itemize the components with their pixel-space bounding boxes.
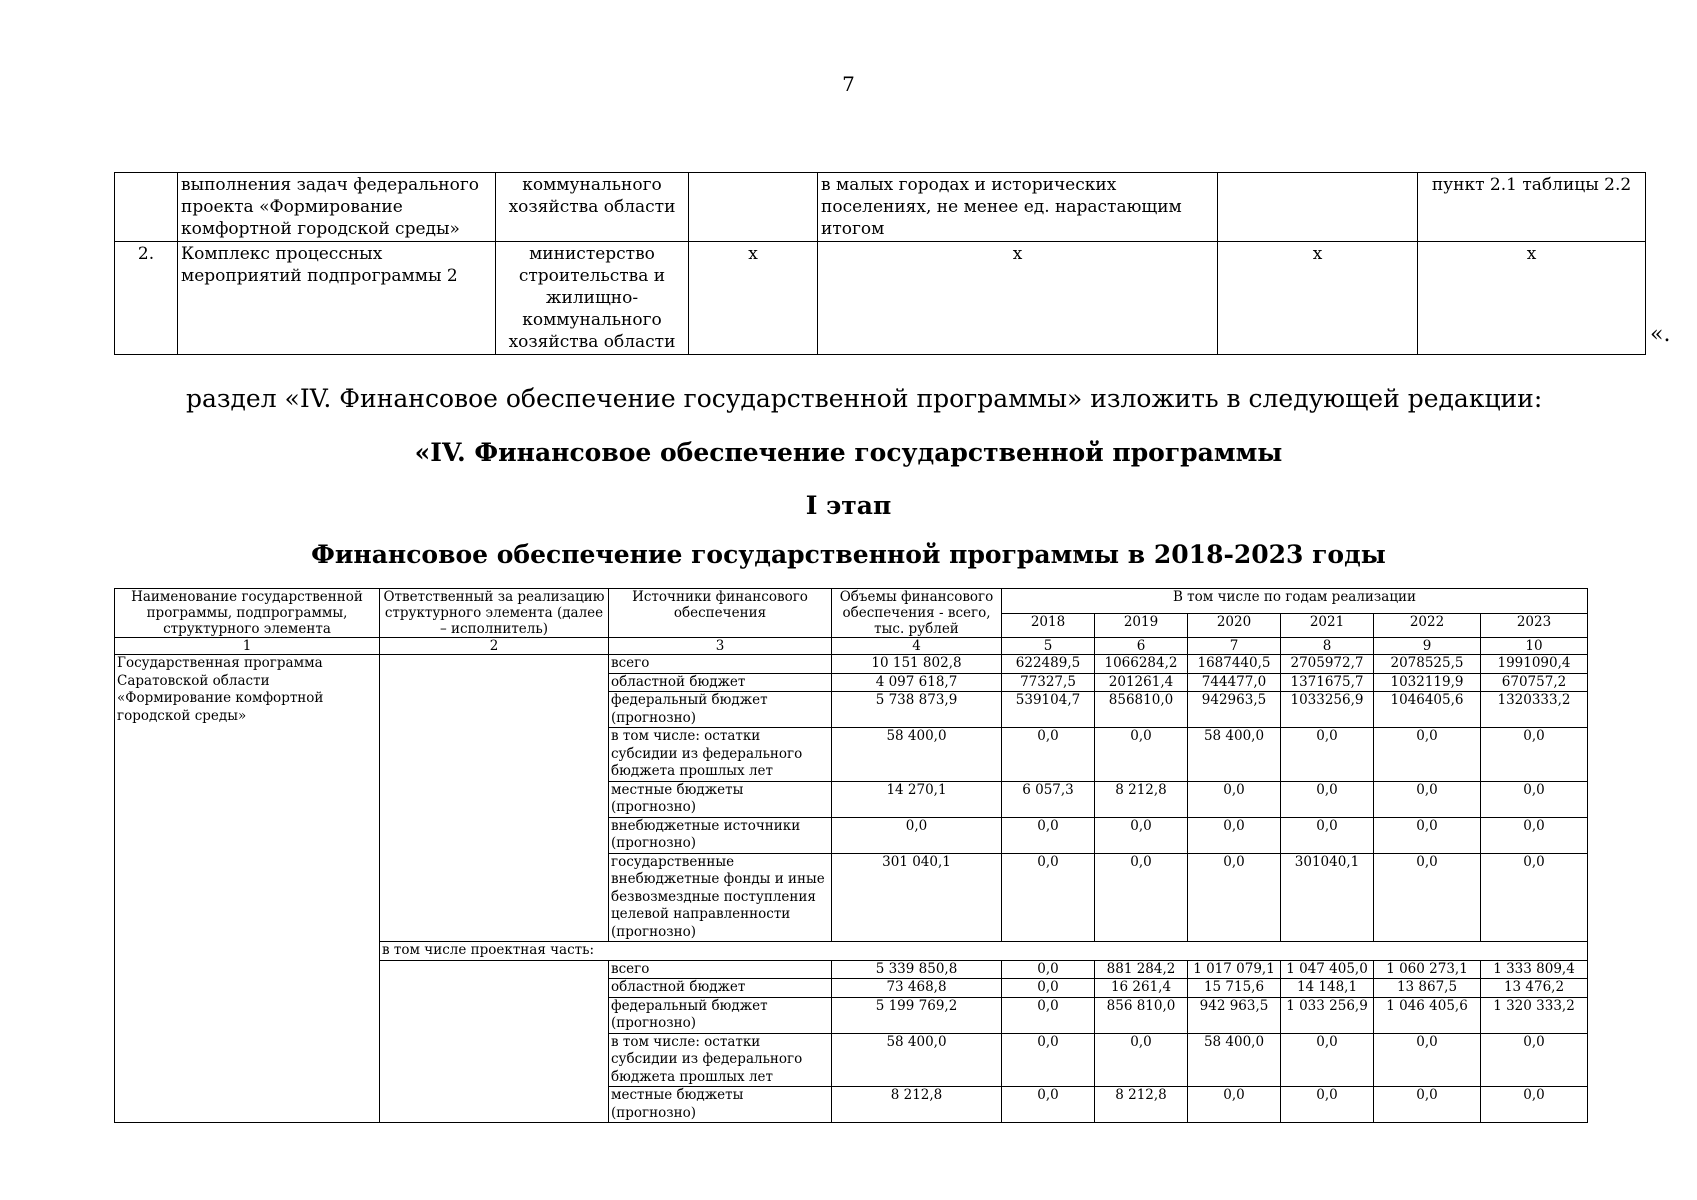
value-cell: 58 400,0 bbox=[1188, 728, 1281, 782]
col-number: 8 bbox=[1281, 638, 1374, 655]
paragraph: раздел «IV. Финансовое обеспечение государственной программы» изложить в следующей редакции: bbox=[186, 384, 1543, 413]
col-number: 7 bbox=[1188, 638, 1281, 655]
cell-text: Комплекс процессных мероприятий подпрограммы 2 bbox=[178, 242, 496, 355]
value-cell: 0,0 bbox=[1002, 853, 1095, 942]
value-cell: 1 060 273,1 bbox=[1374, 960, 1481, 979]
header-volume: Объемы финансового обеспечения - всего, тыс. рублей bbox=[832, 589, 1002, 638]
header-year: 2022 bbox=[1374, 613, 1481, 638]
value-cell: 4 097 618,7 bbox=[832, 673, 1002, 692]
value-cell: 1066284,2 bbox=[1095, 655, 1188, 674]
value-cell: 0,0 bbox=[1281, 1033, 1374, 1087]
header-year: 2018 bbox=[1002, 613, 1095, 638]
value-cell: 0,0 bbox=[1481, 728, 1588, 782]
value-cell: 0,0 bbox=[1002, 817, 1095, 853]
source-label: в том числе: остатки субсидии из федерального бюджета прошлых лет bbox=[609, 728, 832, 782]
value-cell: 14 148,1 bbox=[1281, 979, 1374, 998]
value-cell: 0,0 bbox=[1002, 1087, 1095, 1123]
value-cell: 0,0 bbox=[1481, 853, 1588, 942]
value-cell: 0,0 bbox=[1095, 728, 1188, 782]
value-cell: 2078525,5 bbox=[1374, 655, 1481, 674]
cell-x: х bbox=[689, 242, 818, 355]
value-cell: 8 212,8 bbox=[832, 1087, 1002, 1123]
source-label: местные бюджеты (прогнозно) bbox=[609, 781, 832, 817]
closing-quote: «. bbox=[1650, 322, 1671, 347]
value-cell: 58 400,0 bbox=[832, 728, 1002, 782]
header-row bbox=[115, 589, 1588, 614]
value-cell: 0,0 bbox=[1374, 1087, 1481, 1123]
header-year: 2019 bbox=[1095, 613, 1188, 638]
finance-table bbox=[114, 588, 1588, 1123]
value-cell: 0,0 bbox=[1374, 728, 1481, 782]
source-label: федеральный бюджет (прогнозно) bbox=[609, 997, 832, 1033]
value-cell: 0,0 bbox=[1095, 853, 1188, 942]
value-cell: 13 867,5 bbox=[1374, 979, 1481, 998]
value-cell: 1 046 405,6 bbox=[1374, 997, 1481, 1033]
source-label: в том числе: остатки субсидии из федерального бюджета прошлых лет bbox=[609, 1033, 832, 1087]
continuation-table bbox=[114, 172, 1646, 355]
value-cell: 201261,4 bbox=[1095, 673, 1188, 692]
value-cell: 1371675,7 bbox=[1281, 673, 1374, 692]
value-cell: 0,0 bbox=[1095, 817, 1188, 853]
value-cell: 58 400,0 bbox=[832, 1033, 1002, 1087]
value-cell: 856 810,0 bbox=[1095, 997, 1188, 1033]
value-cell: 1 320 333,2 bbox=[1481, 997, 1588, 1033]
value-cell: 10 151 802,8 bbox=[832, 655, 1002, 674]
value-cell: 744477,0 bbox=[1188, 673, 1281, 692]
value-cell: 0,0 bbox=[1002, 960, 1095, 979]
cell-text: пункт 2.1 таблицы 2.2 bbox=[1418, 173, 1646, 242]
value-cell: 77327,5 bbox=[1002, 673, 1095, 692]
value-cell: 16 261,4 bbox=[1095, 979, 1188, 998]
cell-text: в малых городах и исторических поселениях, не менее ед. нарастающим итогом bbox=[818, 173, 1218, 242]
value-cell: 301 040,1 bbox=[832, 853, 1002, 942]
source-label: областной бюджет bbox=[609, 979, 832, 998]
value-cell: 5 339 850,8 bbox=[832, 960, 1002, 979]
value-cell: 942963,5 bbox=[1188, 692, 1281, 728]
value-cell: 8 212,8 bbox=[1095, 1087, 1188, 1123]
value-cell: 0,0 bbox=[1002, 728, 1095, 782]
value-cell: 0,0 bbox=[1281, 817, 1374, 853]
value-cell: 1 333 809,4 bbox=[1481, 960, 1588, 979]
value-cell: 0,0 bbox=[1002, 1033, 1095, 1087]
col-number: 2 bbox=[380, 638, 609, 655]
cell-text: министерство строительства и жилищно-коммунального хозяйства области bbox=[496, 242, 689, 355]
header-by-years: В том числе по годам реализации bbox=[1002, 589, 1588, 614]
value-cell: 58 400,0 bbox=[1188, 1033, 1281, 1087]
source-label: внебюджетные источники (прогнозно) bbox=[609, 817, 832, 853]
value-cell: 1046405,6 bbox=[1374, 692, 1481, 728]
value-cell: 13 476,2 bbox=[1481, 979, 1588, 998]
value-cell: 0,0 bbox=[1281, 1087, 1374, 1123]
col-number: 9 bbox=[1374, 638, 1481, 655]
stage-heading: I этап bbox=[805, 491, 892, 520]
value-cell: 0,0 bbox=[1481, 1087, 1588, 1123]
column-numbers-row bbox=[115, 638, 1588, 655]
value-cell: 0,0 bbox=[832, 817, 1002, 853]
source-label: всего bbox=[609, 655, 832, 674]
project-part-label: в том числе проектная часть: bbox=[380, 942, 1588, 961]
cell-text: выполнения задач федерального проекта «Формирование комфортной городской среды» bbox=[178, 173, 496, 242]
table-row bbox=[115, 655, 1588, 674]
row-number: 2. bbox=[115, 242, 178, 355]
value-cell: 1 017 079,1 bbox=[1188, 960, 1281, 979]
header-year: 2020 bbox=[1188, 613, 1281, 638]
header-year: 2021 bbox=[1281, 613, 1374, 638]
value-cell: 0,0 bbox=[1188, 1087, 1281, 1123]
col-number: 1 bbox=[115, 638, 380, 655]
table-row bbox=[115, 242, 1646, 355]
value-cell: 0,0 bbox=[1188, 781, 1281, 817]
value-cell: 0,0 bbox=[1374, 853, 1481, 942]
cell-x: х bbox=[818, 242, 1218, 355]
value-cell: 942 963,5 bbox=[1188, 997, 1281, 1033]
cell-x: х bbox=[1218, 242, 1418, 355]
value-cell: 539104,7 bbox=[1002, 692, 1095, 728]
value-cell: 622489,5 bbox=[1002, 655, 1095, 674]
col-number: 5 bbox=[1002, 638, 1095, 655]
value-cell: 301040,1 bbox=[1281, 853, 1374, 942]
value-cell: 1320333,2 bbox=[1481, 692, 1588, 728]
col-number: 3 bbox=[609, 638, 832, 655]
value-cell: 1687440,5 bbox=[1188, 655, 1281, 674]
section-heading: «IV. Финансовое обеспечение государственной программы bbox=[414, 438, 1283, 467]
source-label: федеральный бюджет (прогнозно) bbox=[609, 692, 832, 728]
cell-x: х bbox=[1418, 242, 1646, 355]
value-cell: 1 047 405,0 bbox=[1281, 960, 1374, 979]
value-cell: 1033256,9 bbox=[1281, 692, 1374, 728]
cell-text: коммунального хозяйства области bbox=[496, 173, 689, 242]
page-number: 7 bbox=[842, 72, 855, 96]
value-cell: 1991090,4 bbox=[1481, 655, 1588, 674]
header-sources: Источники финансового обеспечения bbox=[609, 589, 832, 638]
value-cell: 6 057,3 bbox=[1002, 781, 1095, 817]
value-cell: 0,0 bbox=[1188, 817, 1281, 853]
header-responsible: Ответственный за реализацию структурного элемента (далее – исполнитель) bbox=[380, 589, 609, 638]
value-cell: 1 033 256,9 bbox=[1281, 997, 1374, 1033]
value-cell: 0,0 bbox=[1481, 781, 1588, 817]
source-label: всего bbox=[609, 960, 832, 979]
value-cell: 0,0 bbox=[1002, 979, 1095, 998]
value-cell: 881 284,2 bbox=[1095, 960, 1188, 979]
value-cell: 0,0 bbox=[1481, 1033, 1588, 1087]
col-number: 10 bbox=[1481, 638, 1588, 655]
value-cell: 670757,2 bbox=[1481, 673, 1588, 692]
value-cell: 1032119,9 bbox=[1374, 673, 1481, 692]
value-cell: 15 715,6 bbox=[1188, 979, 1281, 998]
source-label: областной бюджет bbox=[609, 673, 832, 692]
col-number: 6 bbox=[1095, 638, 1188, 655]
source-label: государственные внебюджетные фонды и иные безвозмездные поступления целевой направленности (прогнозно) bbox=[609, 853, 832, 942]
col-number: 4 bbox=[832, 638, 1002, 655]
value-cell: 0,0 bbox=[1374, 1033, 1481, 1087]
value-cell: 0,0 bbox=[1095, 1033, 1188, 1087]
value-cell: 856810,0 bbox=[1095, 692, 1188, 728]
value-cell: 5 199 769,2 bbox=[832, 997, 1002, 1033]
source-label: местные бюджеты (прогнозно) bbox=[609, 1087, 832, 1123]
value-cell: 14 270,1 bbox=[832, 781, 1002, 817]
value-cell: 0,0 bbox=[1374, 781, 1481, 817]
value-cell: 0,0 bbox=[1374, 817, 1481, 853]
value-cell: 0,0 bbox=[1281, 781, 1374, 817]
program-name: Государственная программа Саратовской области «Формирование комфортной городской среды» bbox=[115, 655, 380, 1123]
header-year: 2023 bbox=[1481, 613, 1588, 638]
value-cell: 8 212,8 bbox=[1095, 781, 1188, 817]
table-heading: Финансовое обеспечение государственной программы в 2018-2023 годы bbox=[311, 540, 1386, 569]
header-name: Наименование государственной программы, подпрограммы, структурного элемента bbox=[115, 589, 380, 638]
table-row bbox=[115, 173, 1646, 242]
value-cell: 0,0 bbox=[1188, 853, 1281, 942]
value-cell: 0,0 bbox=[1002, 997, 1095, 1033]
value-cell: 0,0 bbox=[1281, 728, 1374, 782]
value-cell: 2705972,7 bbox=[1281, 655, 1374, 674]
value-cell: 5 738 873,9 bbox=[832, 692, 1002, 728]
value-cell: 0,0 bbox=[1481, 817, 1588, 853]
value-cell: 73 468,8 bbox=[832, 979, 1002, 998]
